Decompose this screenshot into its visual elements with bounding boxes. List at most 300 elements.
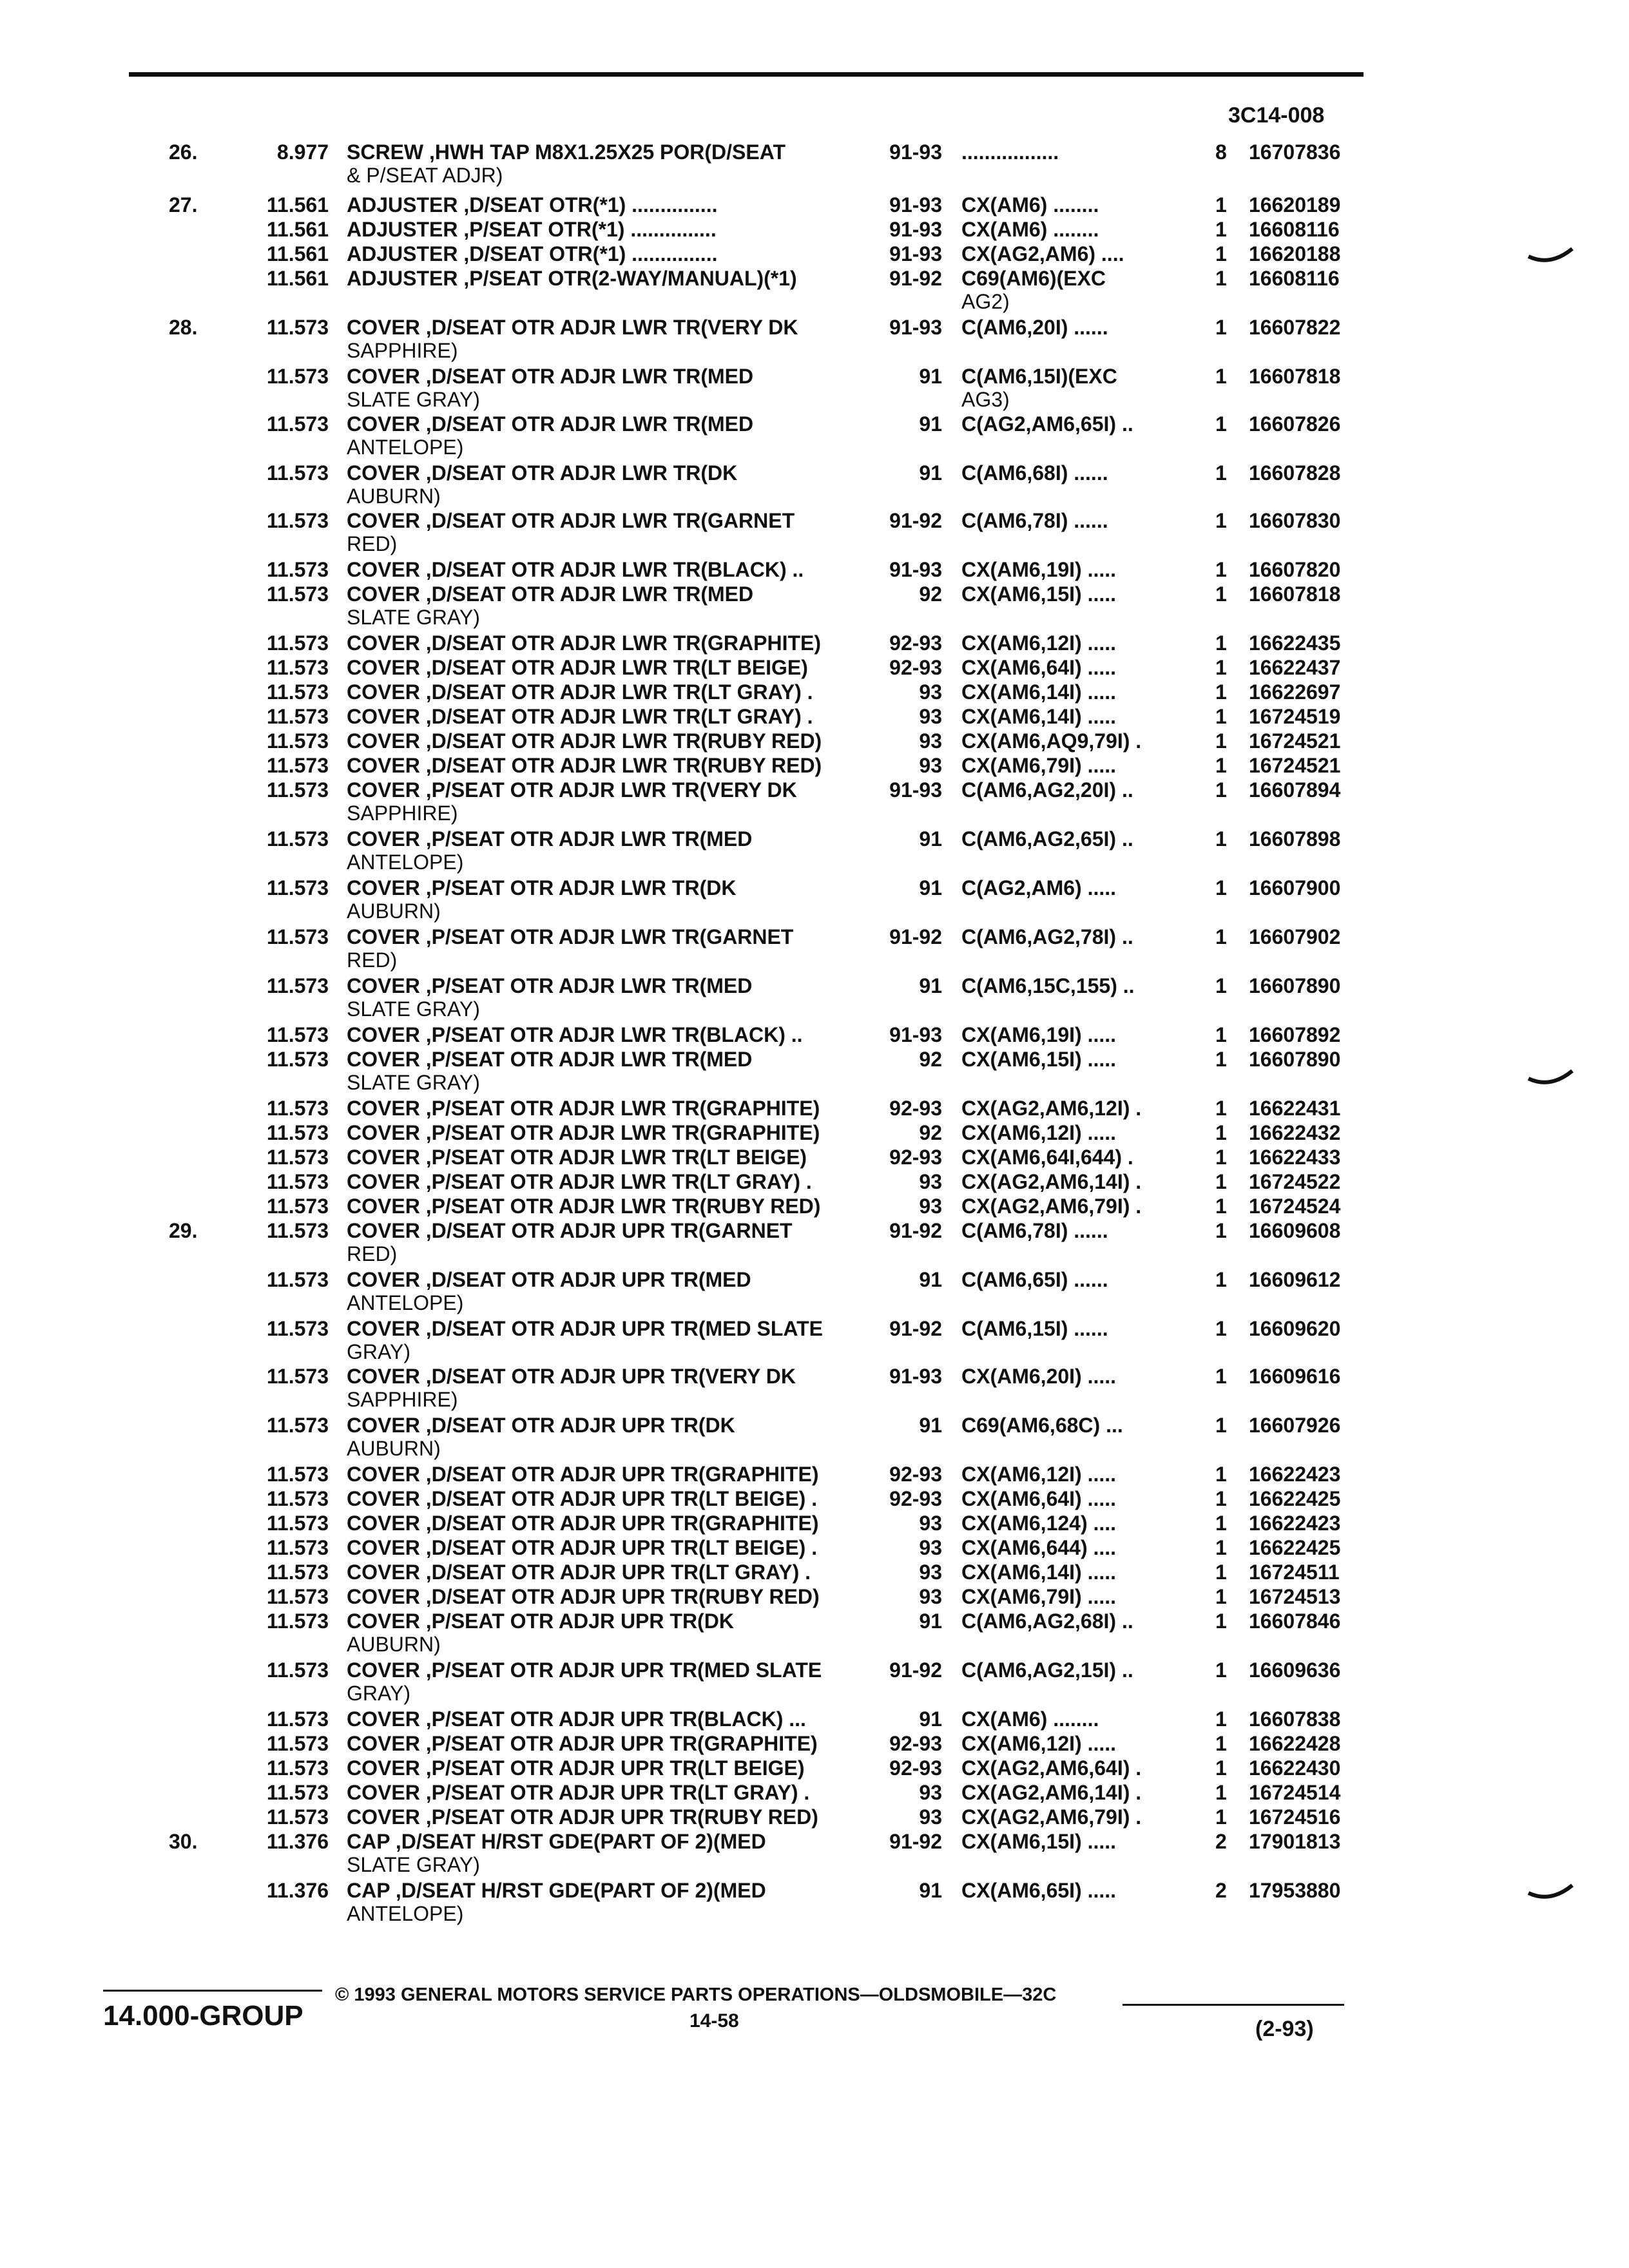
model-years: 92-93 bbox=[889, 1732, 942, 1755]
part-description: COVER ,P/SEAT OTR ADJR UPR TR(BLACK) ... bbox=[347, 1707, 806, 1731]
part-description: COVER ,D/SEAT OTR ADJR UPR TR(LT BEIGE) . bbox=[347, 1487, 818, 1510]
part-number: 16622437 bbox=[1249, 656, 1341, 679]
application-code: C(AM6,AG2,20I) .. bbox=[961, 778, 1133, 802]
part-number: 17901813 bbox=[1249, 1830, 1341, 1853]
part-number: 16620188 bbox=[1249, 242, 1341, 265]
part-number: 16609616 bbox=[1249, 1365, 1341, 1388]
model-years: 91 bbox=[919, 412, 942, 436]
quantity: 1 bbox=[1215, 1048, 1227, 1071]
part-description: COVER ,D/SEAT OTR ADJR UPR TR(DK bbox=[347, 1414, 735, 1437]
part-description-continued: SLATE GRAY) bbox=[347, 997, 480, 1021]
part-description-continued: ANTELOPE) bbox=[347, 1291, 464, 1314]
part-description: COVER ,D/SEAT OTR ADJR LWR TR(RUBY RED) bbox=[347, 754, 822, 777]
application-code: C69(AM6,68C) ... bbox=[961, 1414, 1123, 1437]
group-number: 11.573 bbox=[266, 461, 329, 485]
quantity: 1 bbox=[1215, 1658, 1227, 1682]
group-number: 11.573 bbox=[266, 365, 329, 388]
part-description: COVER ,D/SEAT OTR ADJR LWR TR(LT GRAY) . bbox=[347, 705, 813, 728]
model-years: 91-92 bbox=[889, 1317, 942, 1340]
part-description: COVER ,P/SEAT OTR ADJR LWR TR(LT GRAY) . bbox=[347, 1170, 812, 1193]
part-number: 16620189 bbox=[1249, 193, 1341, 216]
quantity: 1 bbox=[1215, 1097, 1227, 1120]
part-number: 16622431 bbox=[1249, 1097, 1341, 1120]
quantity: 1 bbox=[1215, 754, 1227, 777]
application-code: CX(AM6,20I) ..... bbox=[961, 1365, 1117, 1388]
part-description: ADJUSTER ,P/SEAT OTR(*1) ............... bbox=[347, 218, 717, 241]
model-years: 91-93 bbox=[889, 778, 942, 802]
quantity: 1 bbox=[1215, 461, 1227, 485]
model-years: 91-92 bbox=[889, 1219, 942, 1242]
group-number: 11.573 bbox=[266, 509, 329, 532]
part-description: COVER ,D/SEAT OTR ADJR LWR TR(MED bbox=[347, 365, 754, 388]
quantity: 1 bbox=[1215, 1023, 1227, 1046]
part-description: COVER ,P/SEAT OTR ADJR UPR TR(DK bbox=[347, 1610, 734, 1633]
part-number: 16724522 bbox=[1249, 1170, 1341, 1193]
part-number: 16609608 bbox=[1249, 1219, 1341, 1242]
footer-copyright: © 1993 GENERAL MOTORS SERVICE PARTS OPERATIONS—OLDSMOBILE—32C bbox=[335, 1984, 1057, 2005]
quantity: 1 bbox=[1215, 582, 1227, 606]
group-number: 11.573 bbox=[266, 680, 329, 704]
group-number: 11.573 bbox=[266, 925, 329, 948]
application-code: CX(AM6,12I) ..... bbox=[961, 631, 1117, 655]
model-years: 93 bbox=[919, 1585, 942, 1608]
quantity: 1 bbox=[1215, 1317, 1227, 1340]
part-description: COVER ,D/SEAT OTR ADJR UPR TR(GRAPHITE) bbox=[347, 1463, 819, 1486]
group-number: 11.573 bbox=[266, 1732, 329, 1755]
application-code: CX(AM6,14I) ..... bbox=[961, 705, 1117, 728]
application-code: C(AM6,AG2,65I) .. bbox=[961, 827, 1133, 850]
part-number: 16607894 bbox=[1249, 778, 1341, 802]
part-description: COVER ,D/SEAT OTR ADJR LWR TR(DK bbox=[347, 461, 738, 485]
item-number: 29. bbox=[169, 1219, 198, 1242]
group-number: 11.573 bbox=[266, 1097, 329, 1120]
part-number: 16607822 bbox=[1249, 316, 1341, 339]
application-code: CX(AM6,65I) ..... bbox=[961, 1879, 1117, 1902]
part-number: 16622425 bbox=[1249, 1487, 1341, 1510]
application-code: C(AM6,20I) ...... bbox=[961, 316, 1108, 339]
quantity: 1 bbox=[1215, 1463, 1227, 1486]
quantity: 1 bbox=[1215, 1512, 1227, 1535]
application-code: CX(AG2,AM6,79I) . bbox=[961, 1805, 1142, 1829]
quantity: 1 bbox=[1215, 1365, 1227, 1388]
group-number: 11.561 bbox=[266, 193, 329, 216]
quantity: 1 bbox=[1215, 316, 1227, 339]
application-code: CX(AM6,64I) ..... bbox=[961, 656, 1117, 679]
model-years: 93 bbox=[919, 705, 942, 728]
part-number: 16607830 bbox=[1249, 509, 1341, 532]
part-description-continued: RED) bbox=[347, 1242, 398, 1265]
application-code: C(AM6,15C,155) .. bbox=[961, 974, 1135, 997]
footer-rule-right bbox=[1123, 2004, 1344, 2006]
part-description-continued: ANTELOPE) bbox=[347, 850, 464, 874]
quantity: 1 bbox=[1215, 705, 1227, 728]
application-code: C(AM6,65I) ...... bbox=[961, 1268, 1108, 1291]
model-years: 91-93 bbox=[889, 1365, 942, 1388]
group-number: 11.573 bbox=[266, 1121, 329, 1144]
part-number: 16724511 bbox=[1249, 1561, 1340, 1584]
model-years: 93 bbox=[919, 1781, 942, 1804]
group-number: 11.573 bbox=[266, 754, 329, 777]
part-number: 16607890 bbox=[1249, 974, 1341, 997]
scan-margin-mark bbox=[1527, 245, 1574, 264]
model-years: 91-93 bbox=[889, 218, 942, 241]
group-number: 11.573 bbox=[266, 1707, 329, 1731]
model-years: 91 bbox=[919, 1707, 942, 1731]
quantity: 1 bbox=[1215, 1585, 1227, 1608]
model-years: 91 bbox=[919, 974, 942, 997]
group-number: 11.561 bbox=[266, 218, 329, 241]
part-description: COVER ,D/SEAT OTR ADJR LWR TR(GARNET bbox=[347, 509, 795, 532]
quantity: 1 bbox=[1215, 218, 1227, 241]
model-years: 93 bbox=[919, 1195, 942, 1218]
model-years: 93 bbox=[919, 680, 942, 704]
model-years: 91 bbox=[919, 1879, 942, 1902]
group-number: 11.573 bbox=[266, 1023, 329, 1046]
quantity: 2 bbox=[1215, 1830, 1227, 1853]
item-number: 27. bbox=[169, 193, 198, 216]
part-description: COVER ,P/SEAT OTR ADJR LWR TR(BLACK) .. bbox=[347, 1023, 803, 1046]
part-description: COVER ,D/SEAT OTR ADJR UPR TR(VERY DK bbox=[347, 1365, 796, 1388]
part-description: COVER ,P/SEAT OTR ADJR UPR TR(LT BEIGE) bbox=[347, 1756, 805, 1780]
part-description: COVER ,P/SEAT OTR ADJR LWR TR(MED bbox=[347, 1048, 753, 1071]
part-description: COVER ,D/SEAT OTR ADJR LWR TR(MED bbox=[347, 582, 754, 606]
part-description: COVER ,P/SEAT OTR ADJR UPR TR(MED SLATE bbox=[347, 1658, 822, 1682]
part-number: 16724519 bbox=[1249, 705, 1341, 728]
application-code: CX(AM6,19I) ..... bbox=[961, 1023, 1117, 1046]
part-description-continued: GRAY) bbox=[347, 1682, 410, 1705]
application-code: CX(AM6,12I) ..... bbox=[961, 1121, 1117, 1144]
part-description: COVER ,D/SEAT OTR ADJR LWR TR(LT BEIGE) bbox=[347, 656, 808, 679]
group-number: 11.573 bbox=[266, 1146, 329, 1169]
model-years: 92-93 bbox=[889, 1146, 942, 1169]
part-number: 16622423 bbox=[1249, 1512, 1341, 1535]
model-years: 92 bbox=[919, 1121, 942, 1144]
part-description: COVER ,P/SEAT OTR ADJR LWR TR(RUBY RED) bbox=[347, 1195, 821, 1218]
footer-group-label: 14.000-GROUP bbox=[103, 2000, 304, 2032]
part-description-continued: SAPPHIRE) bbox=[347, 1388, 458, 1411]
part-number: 16622435 bbox=[1249, 631, 1341, 655]
application-code: CX(AM6,15I) ..... bbox=[961, 1048, 1117, 1071]
part-number: 16724524 bbox=[1249, 1195, 1341, 1218]
part-number: 16607892 bbox=[1249, 1023, 1341, 1046]
model-years: 93 bbox=[919, 754, 942, 777]
group-number: 11.573 bbox=[266, 631, 329, 655]
part-description: COVER ,D/SEAT OTR ADJR LWR TR(MED bbox=[347, 412, 754, 436]
model-years: 93 bbox=[919, 1805, 942, 1829]
part-description: COVER ,P/SEAT OTR ADJR UPR TR(LT GRAY) . bbox=[347, 1781, 810, 1804]
application-code: C(AM6,AG2,15I) .. bbox=[961, 1658, 1133, 1682]
footer-rule-left bbox=[103, 1990, 322, 1992]
group-number: 11.573 bbox=[266, 1805, 329, 1829]
part-description-continued: AUBURN) bbox=[347, 899, 441, 923]
group-number: 11.573 bbox=[266, 582, 329, 606]
application-code: C(AG2,AM6,65I) .. bbox=[961, 412, 1133, 436]
application-code: C(AM6,78I) ...... bbox=[961, 1219, 1108, 1242]
application-code: CX(AM6,644) .... bbox=[961, 1536, 1117, 1559]
quantity: 1 bbox=[1215, 1268, 1227, 1291]
quantity: 1 bbox=[1215, 1781, 1227, 1804]
group-number: 11.573 bbox=[266, 827, 329, 850]
model-years: 93 bbox=[919, 1536, 942, 1559]
part-description-continued: AUBURN) bbox=[347, 1437, 441, 1460]
part-description: COVER ,P/SEAT OTR ADJR LWR TR(MED bbox=[347, 827, 753, 850]
application-code: CX(AM6,12I) ..... bbox=[961, 1463, 1117, 1486]
group-number: 11.573 bbox=[266, 1756, 329, 1780]
group-number: 11.573 bbox=[266, 876, 329, 899]
model-years: 92-93 bbox=[889, 656, 942, 679]
group-number: 11.573 bbox=[266, 1170, 329, 1193]
quantity: 1 bbox=[1215, 827, 1227, 850]
application-code: C(AM6,15I)(EXC bbox=[961, 365, 1117, 388]
application-code: CX(AM6,15I) ..... bbox=[961, 582, 1117, 606]
quantity: 2 bbox=[1215, 1879, 1227, 1902]
part-number: 16622428 bbox=[1249, 1732, 1341, 1755]
quantity: 1 bbox=[1215, 267, 1227, 290]
model-years: 93 bbox=[919, 1561, 942, 1584]
group-number: 11.573 bbox=[266, 1268, 329, 1291]
part-number: 16608116 bbox=[1249, 218, 1340, 241]
page-code: 3C14-008 bbox=[1228, 103, 1325, 128]
quantity: 1 bbox=[1215, 1732, 1227, 1755]
part-number: 16608116 bbox=[1249, 267, 1340, 290]
quantity: 1 bbox=[1215, 558, 1227, 581]
part-description: COVER ,D/SEAT OTR ADJR UPR TR(GRAPHITE) bbox=[347, 1512, 819, 1535]
quantity: 1 bbox=[1215, 412, 1227, 436]
application-code: CX(AM6,12I) ..... bbox=[961, 1732, 1117, 1755]
group-number: 11.573 bbox=[266, 1781, 329, 1804]
part-description: COVER ,D/SEAT OTR ADJR UPR TR(MED bbox=[347, 1268, 751, 1291]
model-years: 91-93 bbox=[889, 316, 942, 339]
application-code: CX(AM6,19I) ..... bbox=[961, 558, 1117, 581]
part-description: COVER ,P/SEAT OTR ADJR UPR TR(RUBY RED) bbox=[347, 1805, 818, 1829]
part-description-continued: RED) bbox=[347, 532, 398, 555]
part-number: 16607818 bbox=[1249, 582, 1341, 606]
quantity: 1 bbox=[1215, 680, 1227, 704]
application-code-continued: AG2) bbox=[961, 290, 1010, 313]
quantity: 1 bbox=[1215, 778, 1227, 802]
group-number: 11.573 bbox=[266, 705, 329, 728]
application-code: CX(AG2,AM6,64I) . bbox=[961, 1756, 1142, 1780]
part-number: 16622697 bbox=[1249, 680, 1341, 704]
model-years: 92-93 bbox=[889, 1756, 942, 1780]
quantity: 1 bbox=[1215, 1414, 1227, 1437]
group-number: 11.573 bbox=[266, 656, 329, 679]
application-code: CX(AG2,AM6,79I) . bbox=[961, 1195, 1142, 1218]
group-number: 11.573 bbox=[266, 1463, 329, 1486]
group-number: 11.376 bbox=[266, 1879, 329, 1902]
model-years: 91-93 bbox=[889, 242, 942, 265]
model-years: 91-92 bbox=[889, 1658, 942, 1682]
model-years: 93 bbox=[919, 1512, 942, 1535]
quantity: 1 bbox=[1215, 1487, 1227, 1510]
quantity: 1 bbox=[1215, 974, 1227, 997]
part-number: 16609636 bbox=[1249, 1658, 1341, 1682]
group-number: 11.573 bbox=[266, 412, 329, 436]
part-description-continued: AUBURN) bbox=[347, 1633, 441, 1656]
quantity: 1 bbox=[1215, 242, 1227, 265]
model-years: 91-93 bbox=[889, 193, 942, 216]
group-number: 11.573 bbox=[266, 558, 329, 581]
part-number: 16724521 bbox=[1249, 754, 1341, 777]
quantity: 1 bbox=[1215, 1195, 1227, 1218]
application-code: CX(AM6,124) .... bbox=[961, 1512, 1117, 1535]
model-years: 92 bbox=[919, 1048, 942, 1071]
part-description: COVER ,D/SEAT OTR ADJR LWR TR(LT GRAY) . bbox=[347, 680, 813, 704]
part-description-continued: AUBURN) bbox=[347, 485, 441, 508]
part-description: COVER ,D/SEAT OTR ADJR UPR TR(LT BEIGE) . bbox=[347, 1536, 818, 1559]
part-number: 16607926 bbox=[1249, 1414, 1341, 1437]
part-description: COVER ,D/SEAT OTR ADJR UPR TR(MED SLATE bbox=[347, 1317, 823, 1340]
quantity: 1 bbox=[1215, 1561, 1227, 1584]
model-years: 91-92 bbox=[889, 925, 942, 948]
quantity: 1 bbox=[1215, 1121, 1227, 1144]
quantity: 1 bbox=[1215, 365, 1227, 388]
application-code: CX(AM6,14I) ..... bbox=[961, 1561, 1117, 1584]
part-number: 16622425 bbox=[1249, 1536, 1341, 1559]
application-code: CX(AM6,14I) ..... bbox=[961, 680, 1117, 704]
group-number: 11.573 bbox=[266, 1610, 329, 1633]
model-years: 91-93 bbox=[889, 558, 942, 581]
part-number: 16609620 bbox=[1249, 1317, 1341, 1340]
scan-margin-mark bbox=[1527, 1067, 1574, 1086]
group-number: 11.573 bbox=[266, 1195, 329, 1218]
part-description-continued: SAPPHIRE) bbox=[347, 802, 458, 825]
quantity: 1 bbox=[1215, 1146, 1227, 1169]
model-years: 91-93 bbox=[889, 1023, 942, 1046]
part-number: 17953880 bbox=[1249, 1879, 1341, 1902]
group-number: 11.573 bbox=[266, 316, 329, 339]
part-number: 16607826 bbox=[1249, 412, 1341, 436]
application-code: CX(AG2,AM6) .... bbox=[961, 242, 1124, 265]
part-number: 16607898 bbox=[1249, 827, 1341, 850]
part-description-continued: ANTELOPE) bbox=[347, 436, 464, 459]
model-years: 92-93 bbox=[889, 631, 942, 655]
part-number: 16607890 bbox=[1249, 1048, 1341, 1071]
part-description: CAP ,D/SEAT H/RST GDE(PART OF 2)(MED bbox=[347, 1830, 766, 1853]
application-code: CX(AM6) ........ bbox=[961, 193, 1099, 216]
quantity: 1 bbox=[1215, 1805, 1227, 1829]
application-code: ................. bbox=[961, 140, 1059, 164]
part-description: COVER ,P/SEAT OTR ADJR LWR TR(MED bbox=[347, 974, 753, 997]
part-description: COVER ,D/SEAT OTR ADJR UPR TR(GARNET bbox=[347, 1219, 793, 1242]
part-description-continued: SLATE GRAY) bbox=[347, 1071, 480, 1094]
application-code: CX(AG2,AM6,14I) . bbox=[961, 1170, 1142, 1193]
group-number: 11.561 bbox=[266, 267, 329, 290]
group-number: 11.573 bbox=[266, 1487, 329, 1510]
part-description: COVER ,D/SEAT OTR ADJR LWR TR(RUBY RED) bbox=[347, 729, 822, 753]
application-code: C(AM6,AG2,78I) .. bbox=[961, 925, 1133, 948]
part-description: ADJUSTER ,D/SEAT OTR(*1) ............... bbox=[347, 193, 718, 216]
footer-page-number: 14-58 bbox=[689, 2010, 739, 2032]
part-description: COVER ,D/SEAT OTR ADJR LWR TR(BLACK) .. bbox=[347, 558, 804, 581]
group-number: 8.977 bbox=[276, 140, 329, 164]
part-number: 16622432 bbox=[1249, 1121, 1341, 1144]
application-code: CX(AM6) ........ bbox=[961, 1707, 1099, 1731]
part-description: COVER ,D/SEAT OTR ADJR LWR TR(VERY DK bbox=[347, 316, 798, 339]
model-years: 91-92 bbox=[889, 1830, 942, 1853]
part-description: ADJUSTER ,D/SEAT OTR(*1) ............... bbox=[347, 242, 718, 265]
group-number: 11.573 bbox=[266, 1536, 329, 1559]
model-years: 91 bbox=[919, 461, 942, 485]
part-description: COVER ,P/SEAT OTR ADJR LWR TR(VERY DK bbox=[347, 778, 797, 802]
part-number: 16607818 bbox=[1249, 365, 1341, 388]
model-years: 91 bbox=[919, 1268, 942, 1291]
part-number: 16724516 bbox=[1249, 1805, 1341, 1829]
quantity: 1 bbox=[1215, 925, 1227, 948]
group-number: 11.573 bbox=[266, 1585, 329, 1608]
application-code: CX(AM6,15I) ..... bbox=[961, 1830, 1117, 1853]
item-number: 30. bbox=[169, 1830, 198, 1853]
application-code: CX(AM6,64I) ..... bbox=[961, 1487, 1117, 1510]
model-years: 91 bbox=[919, 1610, 942, 1633]
part-description: COVER ,D/SEAT OTR ADJR UPR TR(LT GRAY) . bbox=[347, 1561, 811, 1584]
model-years: 92-93 bbox=[889, 1463, 942, 1486]
part-description-continued: RED) bbox=[347, 948, 398, 972]
model-years: 92 bbox=[919, 582, 942, 606]
part-number: 16724521 bbox=[1249, 729, 1341, 753]
part-description: ADJUSTER ,P/SEAT OTR(2-WAY/MANUAL)(*1) bbox=[347, 267, 797, 290]
application-code: CX(AG2,AM6,14I) . bbox=[961, 1781, 1142, 1804]
part-number: 16724514 bbox=[1249, 1781, 1341, 1804]
part-number: 16622433 bbox=[1249, 1146, 1341, 1169]
group-number: 11.573 bbox=[266, 974, 329, 997]
group-number: 11.573 bbox=[266, 778, 329, 802]
part-description: COVER ,P/SEAT OTR ADJR LWR TR(LT BEIGE) bbox=[347, 1146, 807, 1169]
quantity: 1 bbox=[1215, 509, 1227, 532]
application-code: C69(AM6)(EXC bbox=[961, 267, 1106, 290]
part-description-continued: & P/SEAT ADJR) bbox=[347, 164, 503, 187]
quantity: 1 bbox=[1215, 876, 1227, 899]
quantity: 1 bbox=[1215, 1610, 1227, 1633]
model-years: 91-93 bbox=[889, 140, 942, 164]
group-number: 11.573 bbox=[266, 1512, 329, 1535]
application-code: C(AM6,15I) ...... bbox=[961, 1317, 1108, 1340]
application-code: C(AG2,AM6) ..... bbox=[961, 876, 1117, 899]
application-code: CX(AG2,AM6,12I) . bbox=[961, 1097, 1142, 1120]
model-years: 91 bbox=[919, 1414, 942, 1437]
part-description: CAP ,D/SEAT H/RST GDE(PART OF 2)(MED bbox=[347, 1879, 766, 1902]
group-number: 11.573 bbox=[266, 1219, 329, 1242]
model-years: 93 bbox=[919, 1170, 942, 1193]
group-number: 11.573 bbox=[266, 729, 329, 753]
application-code: CX(AM6,79I) ..... bbox=[961, 754, 1117, 777]
part-description: COVER ,P/SEAT OTR ADJR LWR TR(GRAPHITE) bbox=[347, 1097, 820, 1120]
part-description: COVER ,D/SEAT OTR ADJR UPR TR(RUBY RED) bbox=[347, 1585, 820, 1608]
application-code: C(AM6,78I) ...... bbox=[961, 509, 1108, 532]
model-years: 91-92 bbox=[889, 267, 942, 290]
part-description: COVER ,P/SEAT OTR ADJR LWR TR(DK bbox=[347, 876, 737, 899]
quantity: 1 bbox=[1215, 1536, 1227, 1559]
quantity: 1 bbox=[1215, 729, 1227, 753]
group-number: 11.573 bbox=[266, 1317, 329, 1340]
footer-date: (2-93) bbox=[1255, 2017, 1314, 2041]
part-description: COVER ,D/SEAT OTR ADJR LWR TR(GRAPHITE) bbox=[347, 631, 821, 655]
part-number: 16609612 bbox=[1249, 1268, 1341, 1291]
application-code: C(AM6,AG2,68I) .. bbox=[961, 1610, 1133, 1633]
part-number: 16622423 bbox=[1249, 1463, 1341, 1486]
quantity: 1 bbox=[1215, 1756, 1227, 1780]
part-number: 16724513 bbox=[1249, 1585, 1341, 1608]
model-years: 91 bbox=[919, 876, 942, 899]
group-number: 11.573 bbox=[266, 1658, 329, 1682]
part-number: 16607820 bbox=[1249, 558, 1341, 581]
item-number: 26. bbox=[169, 140, 198, 164]
group-number: 11.561 bbox=[266, 242, 329, 265]
application-code: CX(AM6,64I,644) . bbox=[961, 1146, 1133, 1169]
quantity: 1 bbox=[1215, 193, 1227, 216]
part-description: COVER ,P/SEAT OTR ADJR LWR TR(GRAPHITE) bbox=[347, 1121, 820, 1144]
part-number: 16607902 bbox=[1249, 925, 1341, 948]
